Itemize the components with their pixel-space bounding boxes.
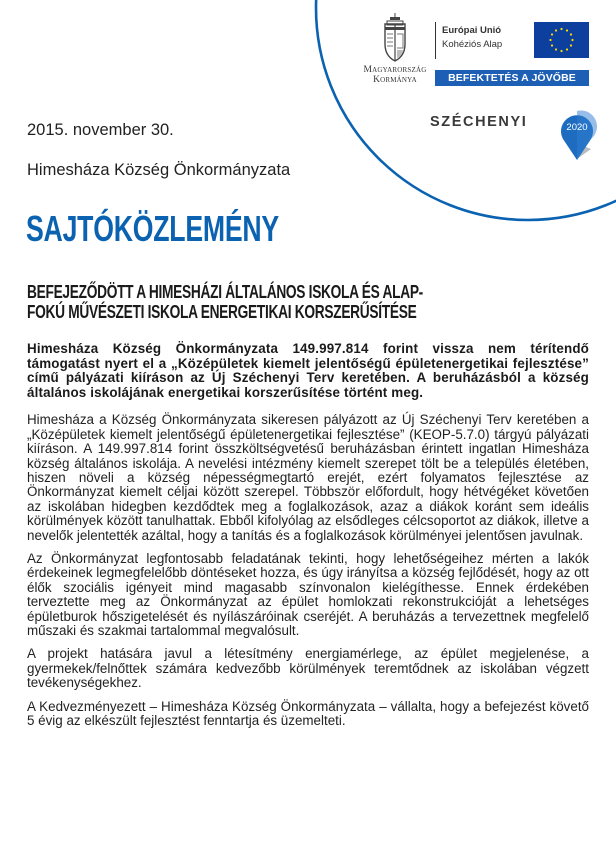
investment-banner: BEFEKTETÉS A JÖVŐBE: [435, 70, 589, 86]
hungarian-government-logo: [350, 12, 440, 85]
svg-text:2020: 2020: [566, 122, 588, 133]
eu-flag-icon: [534, 22, 589, 58]
headline-line: BEFEJEZŐDÖTT A HIMESHÁZI ÁLTALÁNOS ISKOLA ÉS ALAP-: [27, 281, 423, 302]
logo-divider: [435, 22, 436, 59]
eu-fund: Kohéziós Alap: [442, 39, 503, 50]
press-release-headline: [27, 282, 591, 322]
body-paragraph: A Kedvezményezett – Himesháza Község Önkormányzata – vállalta, hogy a befejezést követő 5 évig az elkészült fejlesztést fenntartja és üzemelteti.: [27, 698, 589, 729]
szechenyi-logo-text: SZÉCHENYI: [430, 114, 528, 130]
organization-name: Himesháza Község Önkormányzata: [27, 161, 291, 179]
press-release-body: [27, 342, 589, 738]
lead-paragraph: Himesháza Község Önkormányzata 149.997.814 forint vissza nem térítendő támogatást nyert el a „Középületek kiemelt jelentőségű épületenergetikai fejlesztése” című pályázati kiíráson az Új Széchenyi Terv keretében. A beruházásból a község általános iskolájának energetikai korszerűsítése történt meg.: [27, 341, 589, 400]
eu-name: Európai Unió: [442, 25, 502, 36]
body-paragraph: Himesháza a Község Önkormányzata sikeresen pályázott az Új Széchenyi Terv keretében a „Középületek kiemelt jelentőségű épületenergetikai fejlesztése” (KEOP-5.7.0) tárgyú pályázati kiíráson. A 149.997.814 forint összköltségvetésű beruházásban érintett ingatlan Himesháza község általános iskolája. A nevelési intézmény kiemelt szerepet tölt be a település életében, hiszen növeli a község népességmegtartó erejét, ezért folyamatos fejlesztése az Önkormányzat kiemelt céljai között szerepel. Többször előfordult, hogy hétvégéket követően az iskolában hidegben kezdődtek meg a foglalkozások, azaz a diákok koránt sem ideális körülmények között tanulhattak. Ebből kifolyólag az elsődleges célcsoportot az diákok, illetve a nevelők jelentették azáltal, hogy a tanítás és a foglalkozások körülményei jelentősen javulnak.: [27, 412, 589, 543]
page-title: SAJTÓKÖZLEMÉNY: [26, 208, 279, 249]
eu-label: [442, 24, 502, 52]
szechenyi-pin-icon: [557, 109, 597, 166]
government-name: Magyarország Kormánya: [363, 65, 427, 85]
headline-line: FOKÚ MŰVÉSZETI ISKOLA ENERGETIKAI KORSZERŰSÍTÉSE: [27, 301, 417, 322]
release-date: 2015. november 30.: [27, 121, 174, 139]
body-paragraph: A projekt hatására javul a létesítmény energiamérlege, az épület megjelenése, a gyermekek/felnőttek számára kedvezőbb körülmények teremtődnek az iskolában végzett tevékenységekhez.: [27, 646, 589, 691]
body-paragraph: Az Önkormányzat legfontosabb feladatának tekinti, hogy lehetőségeihez mérten a lakók érdekeinek legmegfelelőbb döntéseket hozza, és úgy irányítsa a község fejlődését, hogy az ott élők szociális igényeit mind magasabb színvonalon kielégíthesse. Ennek érdekében terveztette meg az Önkormányzat az épület homlokzati rekonstrukcióját a lehetséges épületburok hőszigetelését és nyílászáróinak cseréjét. A beruházás a tervezettnek megfelelő műszaki és szakmai tartalommal megvalósult.: [27, 551, 589, 639]
coat-of-arms-icon: [382, 12, 408, 62]
